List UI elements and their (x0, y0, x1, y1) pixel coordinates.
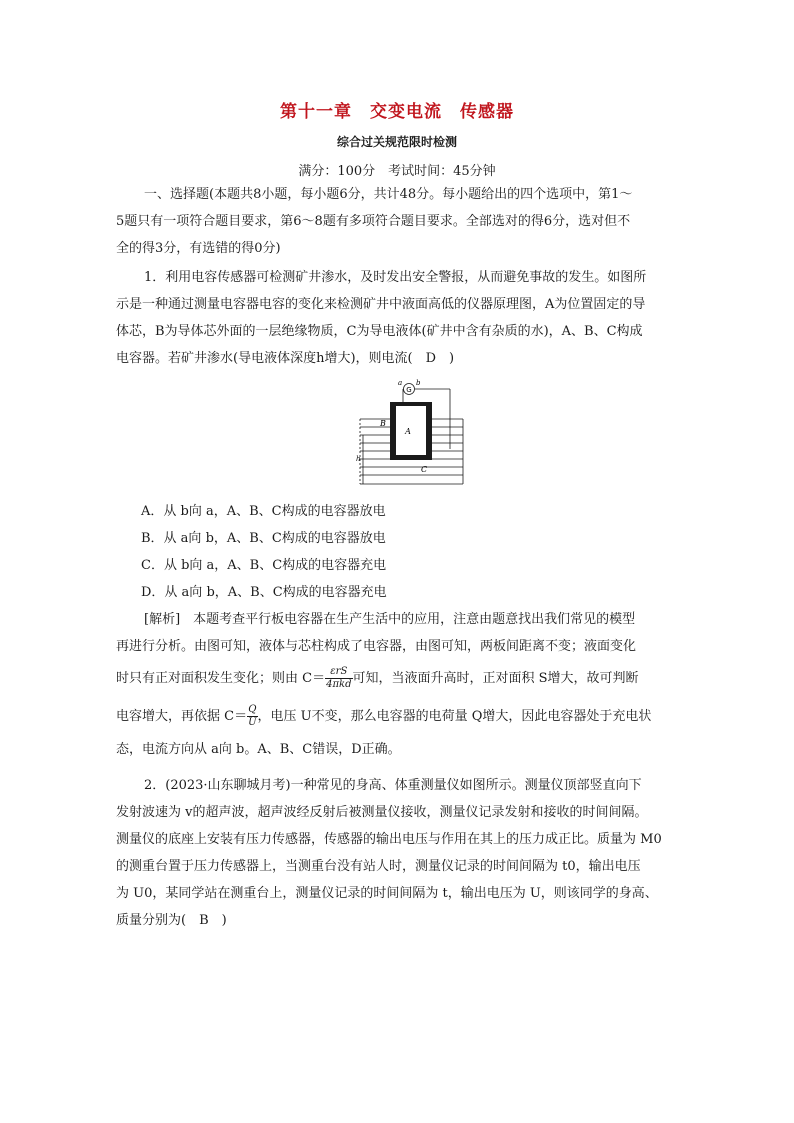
label-b: b (416, 379, 421, 387)
option-b: B．从 a向 b，A、B、C构成的电容器放电 (141, 531, 386, 546)
label-B: B (380, 419, 386, 428)
label-A: A (405, 427, 411, 436)
formula-numerator: Q (248, 704, 257, 715)
question-line: 测量仪的底座上安装有压力传感器，传感器的输出电压与作用在其上的压力成正比。质量为 M0 (116, 832, 662, 847)
instruction-line: 5题只有一项符合题目要求，第6～8题有多项符合题目要求。全部选对的得6分，选对但不 (116, 214, 631, 229)
question-line: 1．利用电容传感器可检测矿井渗水，及时发出安全警报，从而避免事故的发生。如图所 (144, 270, 647, 285)
question-1-analysis (116, 606, 684, 763)
formula-denominator: U (248, 717, 257, 728)
analysis-text: ，电压 U不变，那么电容器的电荷量 Q增大，因此电容器处于充电状 (257, 709, 652, 724)
analysis-line-formula-2 (116, 698, 684, 736)
question-line: 示是一种通过测量电容器电容的变化来检测矿井中液面高低的仪器原理图，A为位置固定的导 (116, 297, 646, 312)
analysis-text: 时只有正对面积发生变化；则由 C＝ (116, 671, 326, 686)
option-d: D．从 a向 b，A、B、C构成的电容器充电 (141, 585, 387, 600)
analysis-line-formula-1 (116, 660, 684, 698)
question-line: 电容器。若矿井渗水(导电液体深度h增大)，则电流( D ) (116, 351, 455, 366)
capacitance-definition-formula (247, 704, 257, 729)
question-line: 的测重台置于压力传感器上，当测重台没有站人时，测量仪记录的时间间隔为 t0，输出电压 (116, 859, 641, 874)
test-subtitle: 综合过关规范限时检测 (336, 135, 457, 149)
instruction-line: 全的得3分，有选错的得0分) (116, 241, 281, 256)
question-2-stem (116, 772, 684, 934)
label-C: C (421, 465, 428, 474)
question-line: 为 U0，某同学站在测重台上，测量仪记录的时间间隔为 t，输出电压为 U，则该同学的身高、 (116, 886, 658, 901)
instruction-line: 一、选择题(本题共8小题，每小题6分，共计48分。每小题给出的四个选项中，第1～ (144, 187, 633, 202)
formula-denominator: 4πkd (326, 679, 352, 690)
capacitor-sensor-diagram (355, 379, 465, 489)
analysis-line: [解析] 本题考查平行板电容器在生产生活中的应用，注意由题意找出我们常见的模型 (144, 612, 636, 627)
formula-numerator: εrS (325, 666, 352, 679)
label-a: a (398, 379, 403, 387)
question-line: 2．(2023·山东聊城月考)一种常见的身高、体重测量仪如图所示。测量仪顶部竖直向下 (144, 778, 642, 793)
option-c: C．从 b向 a，A、B、C构成的电容器充电 (141, 558, 387, 573)
label-h: h (356, 455, 361, 463)
option-a: A．从 b向 a，A、B、C构成的电容器放电 (141, 504, 386, 519)
question-line: 发射波速为 v的超声波，超声波经反射后被测量仪接收，测量仪记录发射和接收的时间间隔。 (116, 805, 648, 820)
analysis-text: 电容增大，再依据 C＝ (116, 709, 248, 724)
question-1-stem (116, 264, 684, 372)
chapter-title: 第十一章 交变电流 传感器 (280, 102, 514, 122)
score-time-info: 满分：100分 考试时间：45分钟 (298, 164, 496, 179)
analysis-line: 态，电流方向从 a向 b。A、B、C错误，D正确。 (116, 742, 401, 757)
section-instructions (116, 181, 684, 262)
galvanometer-label: G (406, 386, 412, 394)
question-line: 体芯，B为导体芯外面的一层绝缘物质，C为导电液体(矿井中含有杂质的水)，A、B、C构成 (116, 324, 643, 339)
analysis-text: 可知，当液面升高时，正对面积 S增大，故可判断 (352, 671, 639, 686)
capacitance-formula (325, 666, 352, 691)
analysis-line: 再进行分析。由图可知，液体与芯柱构成了电容器，由图可知，两板间距离不变；液面变化 (116, 639, 637, 654)
question-line: 质量分别为( B ) (116, 913, 227, 928)
